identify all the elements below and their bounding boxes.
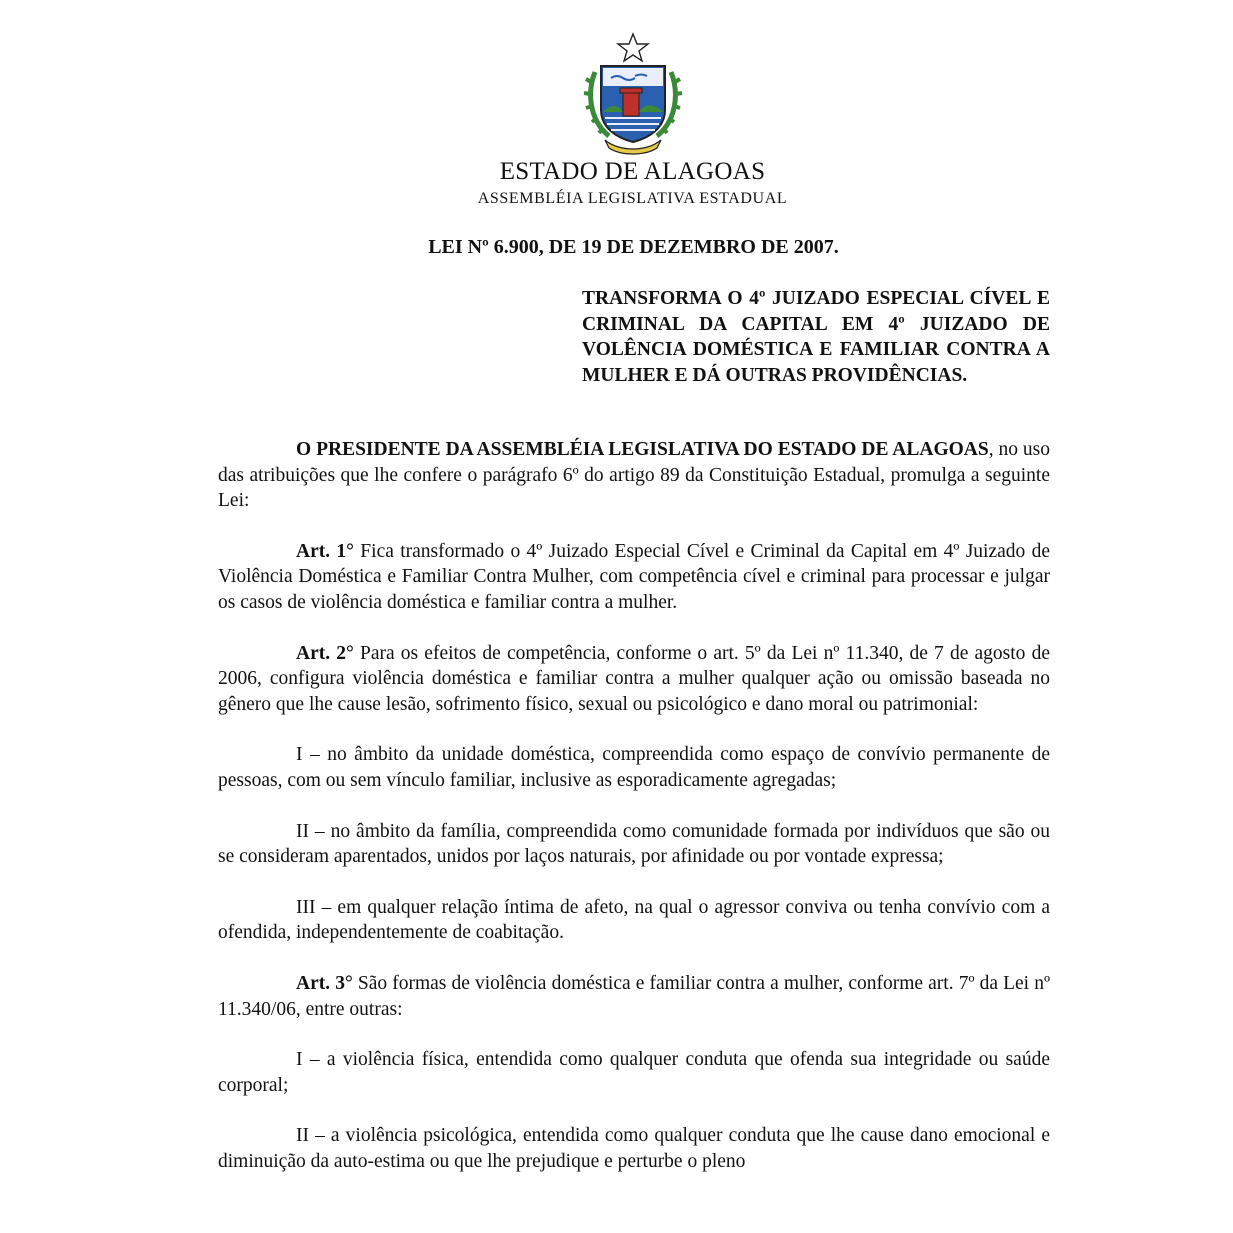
inciso-paragraph [218,1047,1050,1098]
inciso-text: I – no âmbito da unidade doméstica, compreendida como espaço de convívio permanente de pessoas, com ou sem vínculo familiar, inclusive as esporadicamente agregadas; [218,744,1050,791]
inciso-text: II – a violência psicológica, entendida como qualquer conduta que lhe cause dano emocional e diminuição da auto-estima ou que lhe prejudique e perturbe o pleno [218,1125,1050,1172]
inciso-text: III – em qualquer relação íntima de afeto, na qual o agressor conviva ou tenha convívio com a ofendida, independentemente de coabitação. [218,896,1050,944]
assembly-title: ASSEMBLÉIA LEGISLATIVA ESTADUAL [477,190,788,207]
article-text: Para os efeitos de competência, conforme o art. 5º da Lei nº 11.340, de 7 de agosto de 2006, configura violência doméstica e familiar contra a mulher qualquer ação ou omissão baseada no gênero que lhe cause lesão, sofrimento físico, sexual ou psicológico e dano moral ou patrimonial: [218,642,1050,715]
article-text: Fica transformado o 4º Juizado Especial Cível e Criminal da Capital em 4º Juizado de Violência Doméstica e Familiar Contra Mulher, com competência cível e criminal para processar e julgar os casos de violência doméstica e familiar contra a mulher. [218,540,1051,613]
inciso-text: II – no âmbito da família, compreendida como comunidade formada por indivíduos que são ou se consideram aparentados, unidos por laços naturais, por afinidade ou por vontade expressa; [218,820,1050,868]
inciso-paragraph [218,1123,1050,1174]
article-label: Art. 1° [296,540,354,562]
article-paragraph [218,971,1050,1022]
article-paragraph [218,641,1050,718]
article-text: São formas de violência doméstica e familiar contra a mulher, conforme art. 7º da Lei nº 11.340/06, entre outras: [218,972,1051,1020]
inciso-paragraph [218,895,1050,946]
preamble-text: , no uso das atribuições que lhe confere o parágrafo 6º do artigo 89 da Constituição Estadual, promulga a seguinte Lei: [218,439,1050,512]
law-body [218,437,1050,1199]
coat-of-arms-icon [583,32,683,158]
article-label: Art. 3° [296,972,353,994]
inciso-paragraph [218,819,1050,870]
article-paragraph [218,539,1050,616]
inciso-text: I – a violência física, entendida como qualquer conduta que ofenda sua integridade ou saúde corporal; [218,1049,1050,1096]
article-label: Art. 2° [296,642,354,664]
preamble-paragraph [218,437,1050,514]
law-ementa: TRANSFORMA O 4º JUIZADO ESPECIAL CÍVEL E CRIMINAL DA CAPITAL EM 4º JUIZADO DE VOLÊNCIA DOMÉSTICA E FAMILIAR CONTRA A MULHER E DÁ OUTRAS PROVIDÊNCIAS. [582,288,1050,386]
preamble-authority: O PRESIDENTE DA ASSEMBLÉIA LEGISLATIVA DO ESTADO DE ALAGOAS [296,439,989,460]
state-title: ESTADO DE ALAGOAS [499,158,766,185]
inciso-paragraph [218,742,1050,793]
law-title: LEI Nº 6.900, DE 19 DE DEZEMBRO DE 2007. [428,236,839,258]
